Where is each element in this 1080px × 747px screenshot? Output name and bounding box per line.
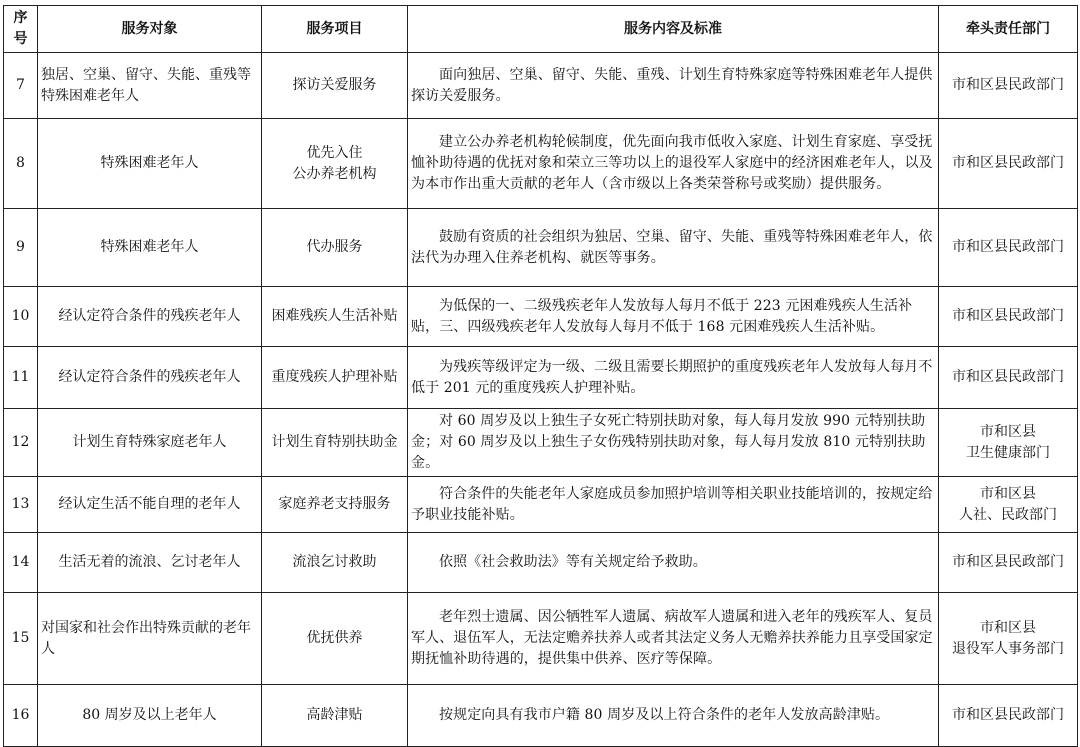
service-item: 重度残疾人护理补贴 xyxy=(262,347,408,409)
header-content: 服务内容及标准 xyxy=(408,6,939,53)
table-row xyxy=(4,477,1078,533)
row-number: 10 xyxy=(4,287,38,347)
service-item: 优抚供养 xyxy=(262,593,408,685)
lead-department: 市和区县 卫生健康部门 xyxy=(939,409,1078,477)
table-row xyxy=(4,347,1078,409)
lead-department: 市和区县民政部门 xyxy=(939,53,1078,119)
row-number: 8 xyxy=(4,119,38,209)
header-item: 服务项目 xyxy=(262,6,408,53)
service-target: 经认定符合条件的残疾老年人 xyxy=(38,347,262,409)
row-number: 14 xyxy=(4,533,38,593)
service-item: 困难残疾人生活补贴 xyxy=(262,287,408,347)
service-target: 经认定生活不能自理的老年人 xyxy=(38,477,262,533)
header-obj: 服务对象 xyxy=(38,6,262,53)
service-target: 特殊困难老年人 xyxy=(38,119,262,209)
service-item: 流浪乞讨救助 xyxy=(262,533,408,593)
table-row xyxy=(4,209,1078,287)
row-number: 15 xyxy=(4,593,38,685)
service-target: 特殊困难老年人 xyxy=(38,209,262,287)
service-target: 计划生育特殊家庭老年人 xyxy=(38,409,262,477)
header-num: 序号 xyxy=(4,6,38,53)
lead-department: 市和区县民政部门 xyxy=(939,287,1078,347)
table-row xyxy=(4,53,1078,119)
table-row xyxy=(4,119,1078,209)
lead-department: 市和区县民政部门 xyxy=(939,119,1078,209)
row-number: 11 xyxy=(4,347,38,409)
service-item: 探访关爱服务 xyxy=(262,53,408,119)
service-content: 鼓励有资质的社会组织为独居、空巢、留守、失能、重残等特殊困难老年人，依法代为办理入住养老机构、就医等事务。 xyxy=(408,209,939,287)
service-item: 代办服务 xyxy=(262,209,408,287)
lead-department: 市和区县 人社、民政部门 xyxy=(939,477,1078,533)
lead-department: 市和区县 退役军人事务部门 xyxy=(939,593,1078,685)
service-content: 对 60 周岁及以上独生子女死亡特别扶助对象，每人每月发放 990 元特别扶助金；对 60 周岁及以上独生子女伤残特别扶助对象，每人每月发放 810 元特别扶助金。 xyxy=(408,409,939,477)
table-row xyxy=(4,409,1078,477)
service-target: 独居、空巢、留守、失能、重残等特殊困难老年人 xyxy=(38,53,262,119)
service-item: 优先入住 公办养老机构 xyxy=(262,119,408,209)
service-item: 计划生育特别扶助金 xyxy=(262,409,408,477)
service-item: 家庭养老支持服务 xyxy=(262,477,408,533)
row-number: 12 xyxy=(4,409,38,477)
service-content: 为残疾等级评定为一级、二级且需要长期照护的重度残疾老年人发放每人每月不低于 201 元的重度残疾人护理补贴。 xyxy=(408,347,939,409)
service-content: 符合条件的失能老年人家庭成员参加照护培训等相关职业技能培训的，按规定给予职业技能补贴。 xyxy=(408,477,939,533)
lead-department: 市和区县民政部门 xyxy=(939,209,1078,287)
lead-department: 市和区县民政部门 xyxy=(939,685,1078,747)
service-content: 建立公办养老机构轮候制度，优先面向我市低收入家庭、计划生育家庭、享受抚恤补助待遇的优抚对象和荣立三等功以上的退役军人家庭中的经济困难老年人，以及为本市作出重大贡献的老年人（含市级以上各类荣誉称号或奖励）提供服务。 xyxy=(408,119,939,209)
lead-department: 市和区县民政部门 xyxy=(939,533,1078,593)
service-content: 面向独居、空巢、留守、失能、重残、计划生育特殊家庭等特殊困难老年人提供探访关爱服务。 xyxy=(408,53,939,119)
table-row xyxy=(4,533,1078,593)
table-row xyxy=(4,593,1078,685)
service-target: 80 周岁及以上老年人 xyxy=(38,685,262,747)
service-content: 依照《社会救助法》等有关规定给予救助。 xyxy=(408,533,939,593)
service-content: 按规定向具有我市户籍 80 周岁及以上符合条件的老年人发放高龄津贴。 xyxy=(408,685,939,747)
row-number: 7 xyxy=(4,53,38,119)
service-target: 生活无着的流浪、乞讨老年人 xyxy=(38,533,262,593)
header-dept: 牵头责任部门 xyxy=(939,6,1078,53)
header-row xyxy=(4,6,1078,53)
service-content: 老年烈士遗属、因公牺牲军人遗属、病故军人遗属和进入老年的残疾军人、复员军人、退伍军人，无法定赡养扶养人或者其法定义务人无赡养扶养能力且享受国家定期抚恤补助待遇的，提供集中供养、医疗等保障。 xyxy=(408,593,939,685)
services-table xyxy=(3,5,1078,747)
lead-department: 市和区县民政部门 xyxy=(939,347,1078,409)
row-number: 16 xyxy=(4,685,38,747)
service-target: 经认定符合条件的残疾老年人 xyxy=(38,287,262,347)
table-row xyxy=(4,287,1078,347)
service-target: 对国家和社会作出特殊贡献的老年人 xyxy=(38,593,262,685)
row-number: 13 xyxy=(4,477,38,533)
table-row xyxy=(4,685,1078,747)
service-content: 为低保的一、二级残疾老年人发放每人每月不低于 223 元困难残疾人生活补贴，三、四级残疾老年人发放每人每月不低于 168 元困难残疾人生活补贴。 xyxy=(408,287,939,347)
row-number: 9 xyxy=(4,209,38,287)
service-item: 高龄津贴 xyxy=(262,685,408,747)
